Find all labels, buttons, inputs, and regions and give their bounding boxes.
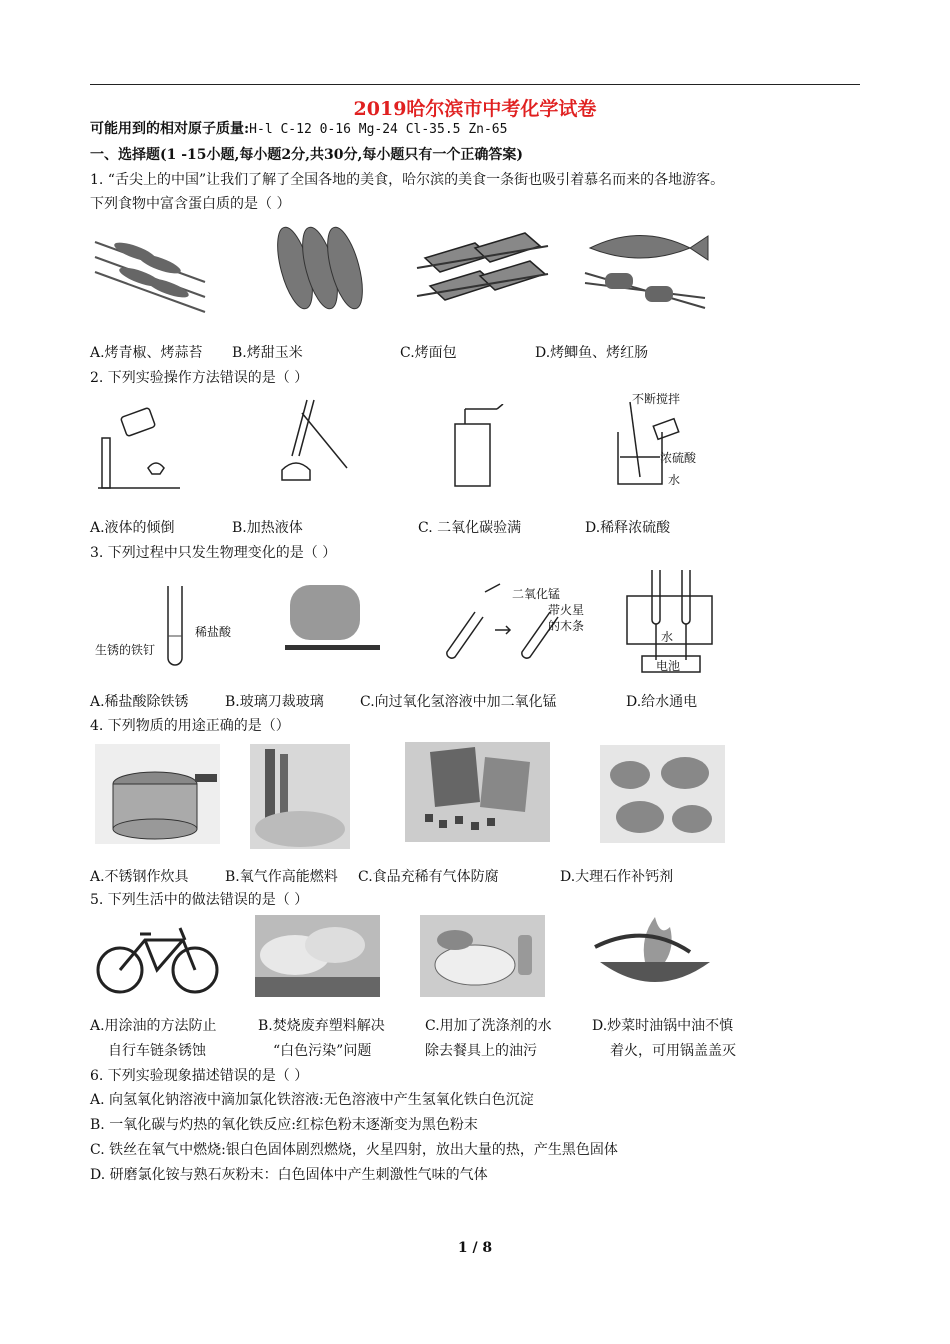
q5-option-d-line2: 着火，可用锅盖盖灭 <box>610 1043 736 1059</box>
q5-image-dish-washing <box>420 915 545 997</box>
q4-image-marble <box>600 745 725 843</box>
q4-option-b: B.氧气作高能燃料 <box>225 869 338 885</box>
q3-label-battery: 电池 <box>656 659 681 673</box>
atomic-mass-values: H-l C-12 0-16 Mg-24 Cl-35.5 Zn-65 <box>249 122 508 137</box>
q5-option-c-line1: C.用加了洗涤剂的水 <box>425 1018 552 1034</box>
q1-image-fish-sausage <box>580 218 710 313</box>
q1-image-corn <box>265 220 375 315</box>
page-title: 2019哈尔滨市中考化学试卷 <box>353 98 597 120</box>
q5-option-a-line2: 自行车链条锈蚀 <box>108 1043 206 1059</box>
page-number: 1 / 8 <box>457 1240 493 1256</box>
q6-stem: 6. 下列实验现象描述错误的是（ ） <box>90 1068 309 1084</box>
q4-image-rocket-launch <box>250 744 350 849</box>
q2-option-c: C. 二氧化碳验满 <box>418 520 522 536</box>
q1-image-bread <box>415 228 550 308</box>
q3-label-mno2: 二氧化锰 <box>512 587 561 601</box>
q5-image-wok-fire <box>590 912 720 997</box>
q4-option-d: D.大理石作补钙剂 <box>560 869 674 885</box>
q6-option-c: C. 铁丝在氧气中燃烧:银白色固体剧烈燃烧，火星四射，放出大量的热，产生黑色固体 <box>90 1142 618 1158</box>
q2-option-b: B.加热液体 <box>232 520 303 536</box>
q5-option-c-line2: 除去餐具上的油污 <box>425 1043 537 1059</box>
q2-image-heating <box>262 398 357 488</box>
q4-option-c: C.食品充稀有气体防腐 <box>358 869 499 885</box>
q2-image-co2-bottle <box>445 404 505 489</box>
atomic-mass-line <box>90 119 507 140</box>
q3-stem: 3. 下列过程中只发生物理变化的是（ ） <box>90 545 337 561</box>
q3-label-spark1: 带火星 <box>548 603 585 617</box>
q2-option-a: A.液体的倾倒 <box>90 520 175 536</box>
q1-stem-line1: 1. “舌尖上的中国”让我们了解了全国各地的美食，哈尔滨的美食一条街也吸引着慕名而来的各地游客。 <box>90 172 725 188</box>
q3-label-hcl: 稀盐酸 <box>195 625 232 639</box>
q2-label-water: 水 <box>668 473 681 487</box>
q5-image-burning-plastic <box>255 915 380 997</box>
q2-stem: 2. 下列实验操作方法错误的是（ ） <box>90 370 309 386</box>
q3-option-c: C.向过氧化氢溶液中加二氧化锰 <box>360 694 557 710</box>
q5-image-bicycle <box>95 918 220 998</box>
q6-option-d: D. 研磨氯化铵与熟石灰粉末：白色固体中产生刺激性气味的气体 <box>90 1167 488 1183</box>
q4-image-food-bags <box>405 742 550 842</box>
section-heading: 一、选择题(1 -15小题,每小题2分,共30分,每小题只有一个正确答案) <box>90 147 524 163</box>
q1-image-skewers <box>90 222 210 317</box>
q6-option-a: A. 向氢氧化钠溶液中滴加氯化铁溶液:无色溶液中产生氢氧化铁白色沉淀 <box>90 1092 534 1108</box>
q3-label-water: 水 <box>661 630 674 644</box>
q1-option-a: A.烤青椒、烤蒜苔 <box>90 345 203 361</box>
q3-option-d: D.给水通电 <box>626 694 698 710</box>
q1-option-d: D.烤鲫鱼、烤红肠 <box>535 345 649 361</box>
q4-option-a: A.不锈钢作炊具 <box>90 869 189 885</box>
q5-option-a-line1: A.用涂油的方法防止 <box>90 1018 217 1034</box>
q3-image-glass-cutting <box>285 585 380 660</box>
q2-label-stir: 不断搅拌 <box>632 392 681 406</box>
q1-stem-line2: 下列食物中富含蛋白质的是（ ） <box>90 196 291 212</box>
q2-image-pouring <box>98 398 183 493</box>
q5-option-b-line2: “白色污染”问题 <box>273 1043 372 1059</box>
q2-option-d: D.稀释浓硫酸 <box>585 520 671 536</box>
q3-image-test-tube <box>160 584 190 674</box>
q3-label-rust: 生锈的铁钉 <box>95 643 156 657</box>
q1-option-b: B.烤甜玉米 <box>232 345 303 361</box>
q5-option-b-line1: B.焚烧废弃塑料解决 <box>258 1018 385 1034</box>
q5-stem: 5. 下列生活中的做法错误的是（ ） <box>90 892 309 908</box>
q2-label-acid: 浓硫酸 <box>660 451 697 465</box>
atomic-mass-label: 可能用到的相对原子质量: <box>90 121 250 137</box>
q5-option-d-line1: D.炒菜时油锅中油不慎 <box>592 1018 734 1034</box>
q3-option-b: B.玻璃刀裁玻璃 <box>225 694 324 710</box>
top-rule <box>90 84 860 85</box>
q4-image-pressure-cooker <box>95 744 220 844</box>
q6-option-b: B. 一氧化碳与灼热的氧化铁反应:红棕色粉末逐渐变为黑色粉末 <box>90 1117 478 1133</box>
q1-option-c: C.烤面包 <box>400 345 457 361</box>
q4-stem: 4. 下列物质的用途正确的是（） <box>90 718 290 734</box>
q3-label-spark2: 的木条 <box>548 619 585 633</box>
q3-option-a: A.稀盐酸除铁锈 <box>90 694 189 710</box>
